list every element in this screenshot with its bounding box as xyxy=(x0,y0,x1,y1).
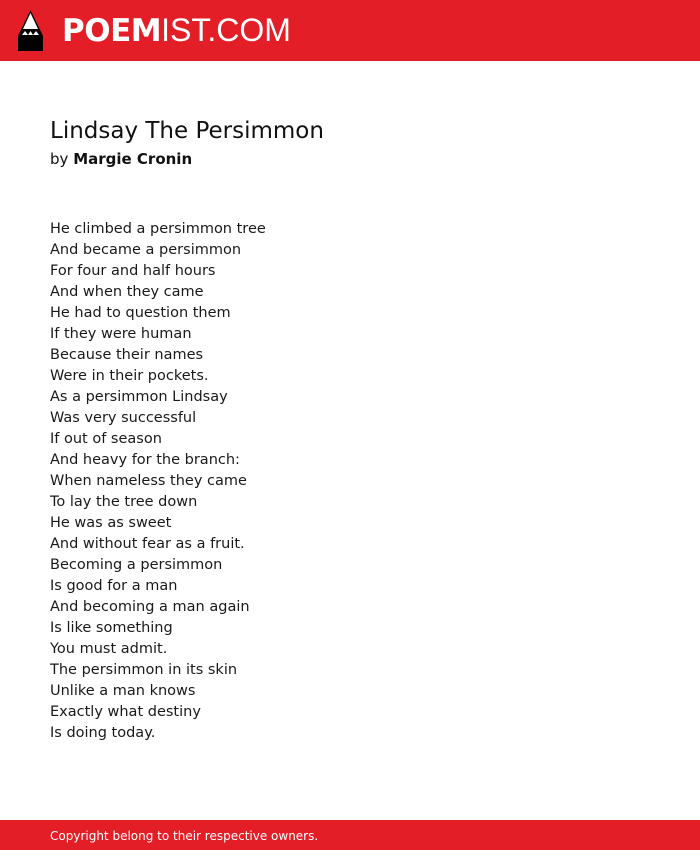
copyright-notice: Copyright belong to their respective owners. xyxy=(50,829,319,843)
by-label: by xyxy=(50,150,69,168)
poem-line: If they were human xyxy=(50,326,192,342)
poem-line: Was very successful xyxy=(50,410,197,426)
poem-body xyxy=(50,219,266,744)
poem-line: Were in their pockets. xyxy=(50,368,209,384)
poem-line: Is doing today. xyxy=(50,725,156,741)
pencil-tip-icon xyxy=(18,10,43,51)
poem-line: If out of season xyxy=(50,431,162,447)
poem-line: Is good for a man xyxy=(50,578,178,594)
site-logo[interactable] xyxy=(62,12,291,48)
poem-line: You must admit. xyxy=(50,641,168,657)
poem-line: Becoming a persimmon xyxy=(50,557,223,573)
poem-line: And without fear as a fruit. xyxy=(50,536,245,552)
logo-brand-light: IST.COM xyxy=(161,12,291,48)
poem-line: And heavy for the branch: xyxy=(50,452,240,468)
poem-line: For four and half hours xyxy=(50,263,216,279)
poem-byline xyxy=(50,149,192,169)
poem-line: As a persimmon Lindsay xyxy=(50,389,228,405)
poem-line: And when they came xyxy=(50,284,204,300)
poem-line: Because their names xyxy=(50,347,204,363)
poem-line: To lay the tree down xyxy=(50,494,198,510)
poem-line: He had to question them xyxy=(50,305,231,321)
site-footer xyxy=(0,820,700,850)
poem-line: When nameless they came xyxy=(50,473,247,489)
poem-line: And became a persimmon xyxy=(50,242,242,258)
poem-line: Is like something xyxy=(50,620,173,636)
logo-brand-bold: POEM xyxy=(62,13,162,49)
poem-line: He was as sweet xyxy=(50,515,172,531)
poem-line: Exactly what destiny xyxy=(50,704,201,720)
poem-line: Unlike a man knows xyxy=(50,683,196,699)
poem-line: And becoming a man again xyxy=(50,599,250,615)
poem-title: Lindsay The Persimmon xyxy=(50,118,324,144)
poem-author: Margie Cronin xyxy=(73,150,193,168)
site-header xyxy=(0,0,700,61)
poem-line: The persimmon in its skin xyxy=(50,662,238,678)
poem-line: He climbed a persimmon tree xyxy=(50,221,266,237)
